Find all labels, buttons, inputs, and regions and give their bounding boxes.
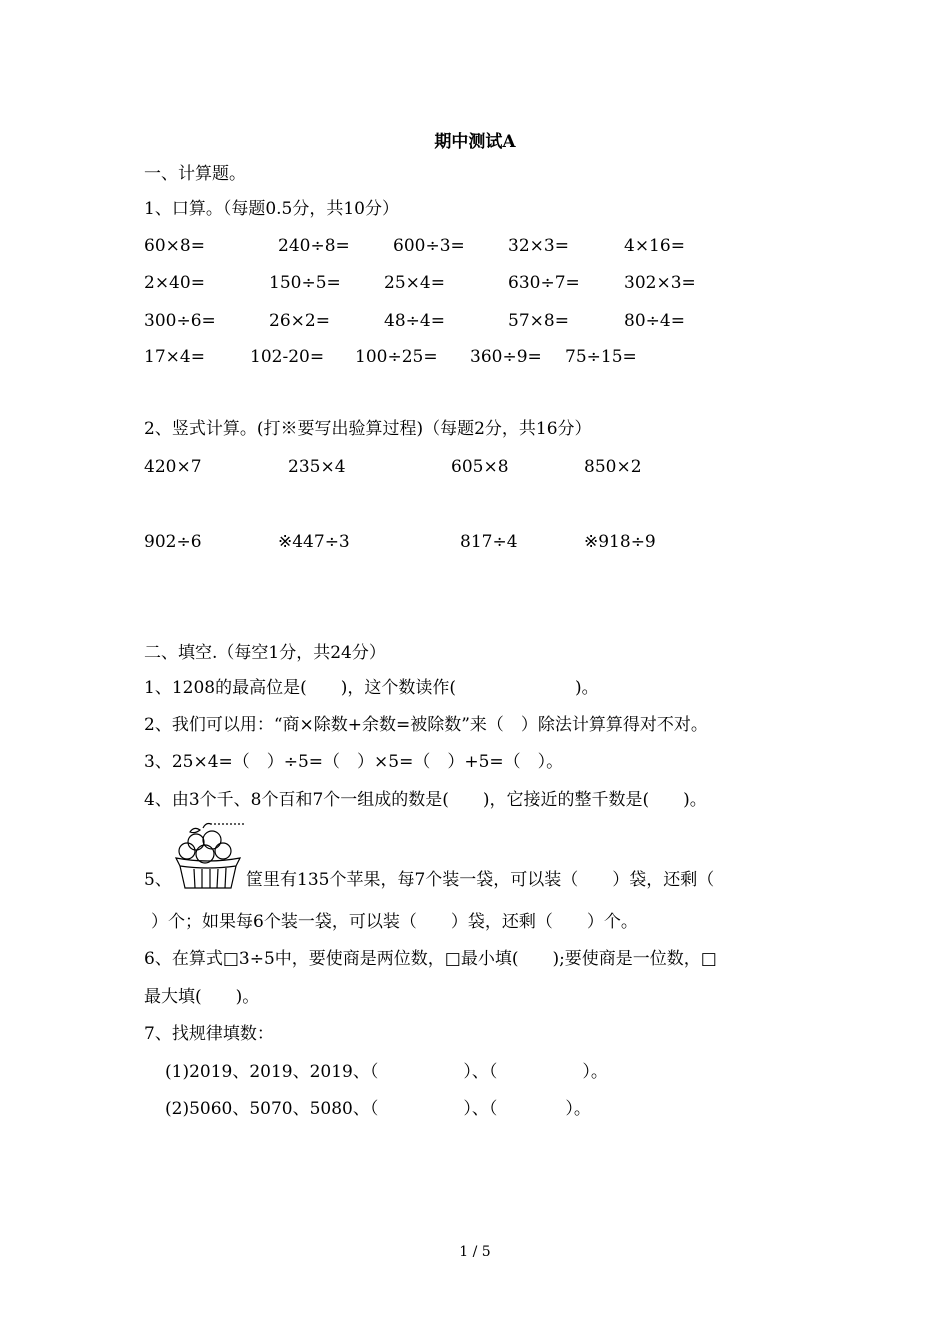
oral-item: 102-20= — [250, 347, 325, 367]
oral-item: 57×8= — [508, 311, 569, 331]
vertical-item: ※447÷3 — [278, 532, 350, 552]
oral-item: 360÷9= — [470, 347, 542, 367]
oral-item: 25×4= — [384, 273, 445, 293]
fill-q6-line2: 最大填( )。 — [144, 987, 260, 1007]
oral-item: 302×3= — [624, 273, 696, 293]
oral-item: 100÷25= — [355, 347, 438, 367]
vertical-item: 902÷6 — [144, 532, 202, 552]
fill-q5-number: 5、 — [144, 870, 172, 890]
oral-item: 48÷4= — [384, 311, 445, 331]
vertical-item: 235×4 — [288, 457, 346, 477]
section2-heading: 二、填空.（每空1分，共24分） — [144, 643, 386, 663]
q2-label: 2、竖式计算。(打※要写出验算过程)（每题2分，共16分） — [144, 419, 592, 439]
fill-q4: 4、由3个千、8个百和7个一组成的数是( )，它接近的整千数是( )。 — [144, 790, 707, 810]
vertical-item: 817÷4 — [460, 532, 518, 552]
section1-heading: 一、计算题。 — [144, 164, 246, 184]
fill-q7-a: (1)2019、2019、2019、（ ）、（ ）。 — [165, 1062, 608, 1082]
fill-q7-label: 7、找规律填数： — [144, 1024, 274, 1044]
oral-item: 32×3= — [508, 236, 569, 256]
fill-q5-line1: 筐里有135个苹果，每7个装一袋，可以装（ ）袋，还剩（ — [246, 870, 715, 890]
q1-label: 1、口算。（每题0.5分，共10分） — [144, 199, 399, 219]
oral-item: 60×8= — [144, 236, 205, 256]
page-title: 期中测试A — [434, 132, 516, 152]
oral-item: 240÷8= — [278, 236, 350, 256]
fill-q1: 1、1208的最高位是( )，这个数读作( )。 — [144, 678, 599, 698]
oral-item: 4×16= — [624, 236, 685, 256]
apple-basket-icon — [170, 818, 246, 890]
oral-item: 150÷5= — [269, 273, 341, 293]
fill-q3: 3、25×4=（ ）÷5=（ ）×5=（ ）+5=（ ）。 — [144, 752, 564, 772]
oral-item: 17×4= — [144, 347, 205, 367]
fill-q5-line2: ）个；如果每6个装一袋，可以装（ ）袋，还剩（ ）个。 — [151, 912, 638, 932]
oral-item: 630÷7= — [508, 273, 580, 293]
oral-item: 26×2= — [269, 311, 330, 331]
vertical-item: ※918÷9 — [584, 532, 656, 552]
vertical-item: 850×2 — [584, 457, 642, 477]
oral-item: 75÷15= — [565, 347, 637, 367]
fill-q2: 2、我们可以用：“商×除数+余数=被除数”来（ ）除法计算算得对不对。 — [144, 715, 708, 735]
oral-item: 300÷6= — [144, 311, 216, 331]
fill-q7-b: (2)5060、5070、5080、（ ）、（ ）。 — [165, 1099, 591, 1119]
page-number: 1 / 5 — [459, 1244, 491, 1260]
vertical-item: 605×8 — [451, 457, 509, 477]
oral-item: 600÷3= — [393, 236, 465, 256]
oral-item: 80÷4= — [624, 311, 685, 331]
oral-item: 2×40= — [144, 273, 205, 293]
vertical-item: 420×7 — [144, 457, 202, 477]
fill-q6-line1: 6、在算式□3÷5中，要使商是两位数，□最小填( );要使商是一位数，□ — [144, 949, 717, 969]
